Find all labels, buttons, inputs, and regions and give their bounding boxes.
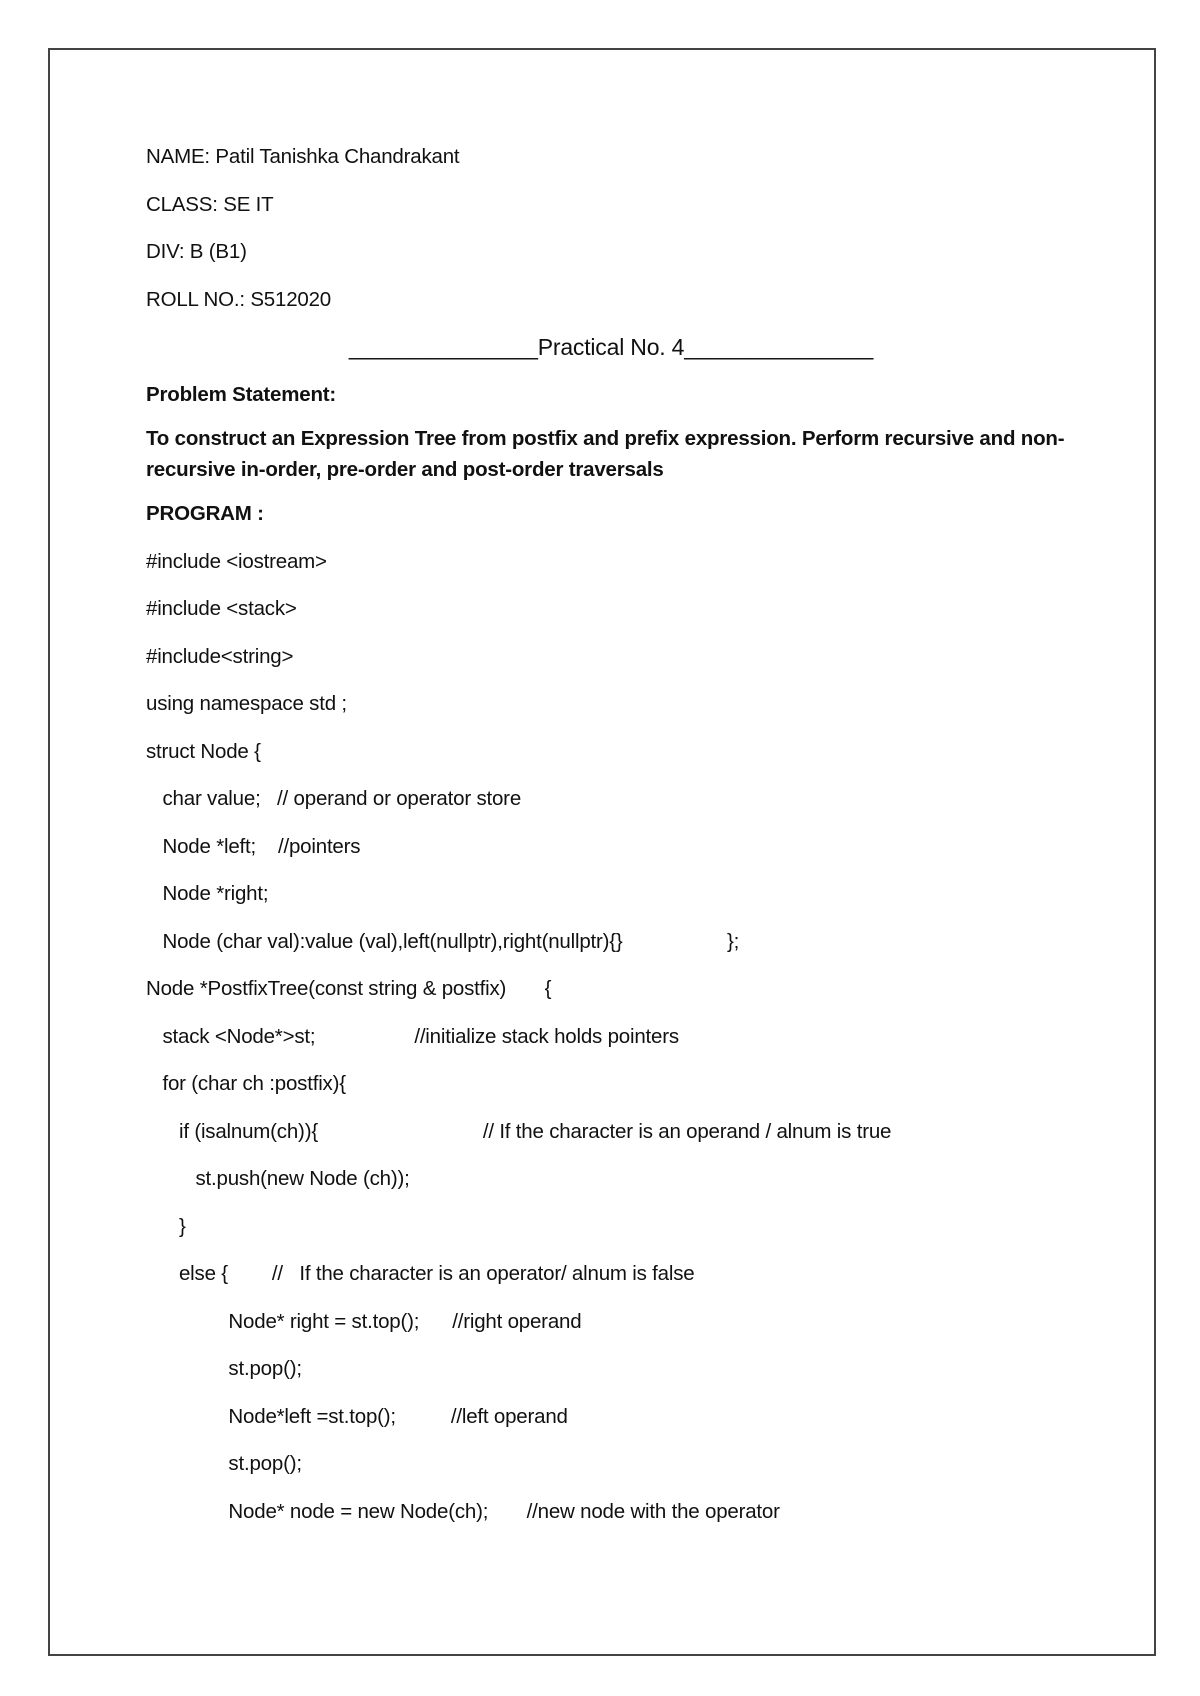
code-line: stack <Node*>st; //initialize stack holds pointers xyxy=(146,1024,679,1048)
student-name: NAME: Patil Tanishka Chandrakant xyxy=(146,145,460,168)
code-line: struct Node { xyxy=(146,739,261,763)
code-line: st.pop(); xyxy=(146,1357,302,1380)
code-line: Node* right = st.top(); //right operand xyxy=(146,1309,582,1333)
student-class: CLASS: SE IT xyxy=(146,192,274,216)
problem-heading: Problem Statement: xyxy=(146,382,337,406)
problem-statement: To construct an Expression Tree from postfix and prefix expression. Perform recursive and non- recursive in-order, pre-order and post-order traversals xyxy=(146,427,1065,481)
code-line: #include <iostream> xyxy=(146,549,327,573)
code-line: st.pop(); xyxy=(146,1452,302,1475)
code-line: Node *right; xyxy=(146,882,269,905)
code-line: Node *left; //pointers xyxy=(146,834,361,858)
document-body xyxy=(146,144,1086,1546)
code-line: for (char ch :postfix){ xyxy=(146,1072,346,1095)
code-line: if (isalnum(ch)){ // If the character is an operand / alnum is true xyxy=(146,1119,892,1143)
code-listing xyxy=(146,549,1086,1525)
code-line: char value; // operand or operator store xyxy=(146,787,522,810)
code-line: Node *PostfixTree(const string & postfix) { xyxy=(146,977,552,1000)
practical-title: _______________Practical No. 4_______________ xyxy=(348,334,874,360)
code-line: Node*left =st.top(); //left operand xyxy=(146,1404,568,1428)
code-line: using namespace std ; xyxy=(146,692,347,715)
code-line: st.push(new Node (ch)); xyxy=(146,1167,410,1190)
code-line: #include<string> xyxy=(146,644,294,668)
program-heading: PROGRAM : xyxy=(146,502,264,525)
student-roll-number: ROLL NO.: S512020 xyxy=(146,287,332,311)
code-line: Node* node = new Node(ch); //new node with the operator xyxy=(146,1499,780,1523)
student-division: DIV: B (B1) xyxy=(146,240,247,263)
code-line: } xyxy=(146,1214,186,1238)
code-line: else { // If the character is an operator/ alnum is false xyxy=(146,1262,695,1285)
code-line: #include <stack> xyxy=(146,597,297,620)
code-line: Node (char val):value (val),left(nullptr),right(nullptr){} }; xyxy=(146,929,740,953)
